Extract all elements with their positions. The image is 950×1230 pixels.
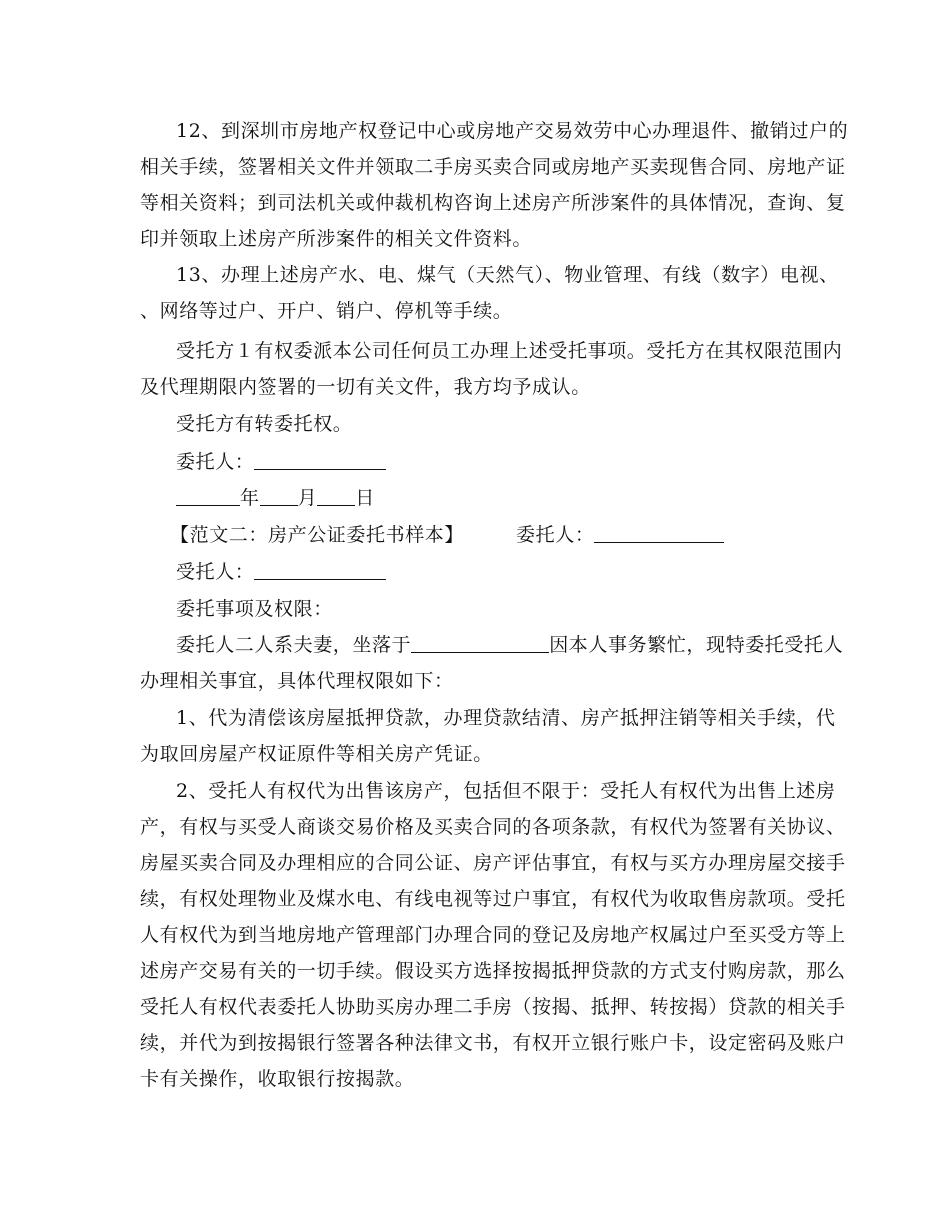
agent-sign-row (176, 560, 830, 584)
year-label: 年 (240, 487, 260, 509)
paragraph-line: 印并领取上述房产所涉案件的相关文件资料。 (140, 228, 533, 250)
paragraph-line: 2、受托人有权代为出售该房产，包括但不限于：受托人有权代为出售上述房 (176, 780, 836, 802)
principal-blank[interactable] (254, 451, 386, 470)
paragraph-line: 等相关资料；到司法机关或仲裁机构咨询上述房产所涉案件的具体情况，查询、复 (140, 192, 846, 214)
sample-two-principal-blank[interactable] (594, 524, 724, 543)
paragraph-line: 卡有关操作，收取银行按揭款。 (140, 1068, 415, 1090)
paragraph-line: 1、代为清偿该房屋抵押贷款，办理贷款结清、房产抵押注销等相关手续，代 (176, 707, 836, 729)
day-blank[interactable] (317, 487, 355, 506)
date-row (176, 486, 830, 510)
day-label: 日 (355, 487, 375, 509)
sample-two-principal-label: 委托人： (516, 524, 595, 546)
month-label: 月 (297, 487, 318, 509)
paragraph-line: 受托方有转委托权。 (176, 413, 353, 435)
address-blank[interactable] (411, 634, 549, 653)
paragraph-line: 续，有权处理物业及煤水电、有线电视等过户事宜，有权代为收取售房款项。受托 (140, 888, 846, 910)
paragraph-line: 受托人有权代表委托人协助买房办理二手房（按揭、抵押、转按揭）贷款的相关手 (140, 996, 846, 1018)
month-blank[interactable] (260, 487, 298, 506)
principal-sign-row (176, 450, 830, 474)
paragraph-line: 续，并代为到按揭银行签署各种法律文书，有权开立银行账户卡，设定密码及账户 (140, 1032, 846, 1054)
couple-before: 委托人二人系夫妻，坐落于 (176, 634, 412, 656)
paragraph-line: 办理相关事宜，具体代理权限如下： (140, 670, 454, 692)
paragraph-line: 、网络等过户、开户、销户、停机等手续。 (140, 300, 513, 322)
sample-two-row (170, 523, 824, 547)
paragraph-line: 受托方１有权委派本公司任何员工办理上述受托事项。受托方在其权限范围内 (176, 340, 843, 362)
paragraph-line: 人有权代为到当地房地产管理部门办理合同的登记及房地产权属过户至买受方等上 (140, 924, 846, 946)
paragraph-line: 12、到深圳市房地产权登记中心或房地产交易效劳中心办理退件、撤销过户的 (176, 120, 849, 142)
paragraph-line: 房屋买卖合同及办理相应的合同公证、房产评估事宜，有权与买方办理房屋交接手 (140, 852, 846, 874)
paragraph-line: 产，有权与买受人商谈交易价格及买卖合同的各项条款，有权代为签署有关协议、 (140, 816, 846, 838)
paragraph-line: 13、办理上述房产水、电、煤气（天然气）、物业管理、有线（数字）电视、 (176, 264, 839, 286)
couple-after: 因本人事务繁忙，现特委托受托人 (549, 634, 844, 656)
paragraph-line: 及代理期限内签署的一切有关文件，我方均予成认。 (140, 376, 591, 398)
sample-two-title: 【范文二：房产公证委托书样本】 (170, 524, 465, 546)
section-heading: 委托事项及权限： (176, 598, 333, 620)
paragraph-line: 相关手续，签署相关文件并领取二手房买卖合同或房地产买卖现售合同、房地产证 (140, 156, 846, 178)
principal-label: 委托人： (176, 451, 255, 473)
agent-blank[interactable] (254, 561, 386, 580)
agent-label: 受托人： (176, 561, 255, 583)
paragraph-line (176, 633, 844, 657)
paragraph-line: 为取回房屋产权证原件等相关房产凭证。 (140, 743, 493, 765)
year-blank[interactable] (176, 487, 240, 506)
paragraph-line: 述房产交易有关的一切手续。假设买方选择按揭抵押贷款的方式支付购房款，那么 (140, 960, 846, 982)
